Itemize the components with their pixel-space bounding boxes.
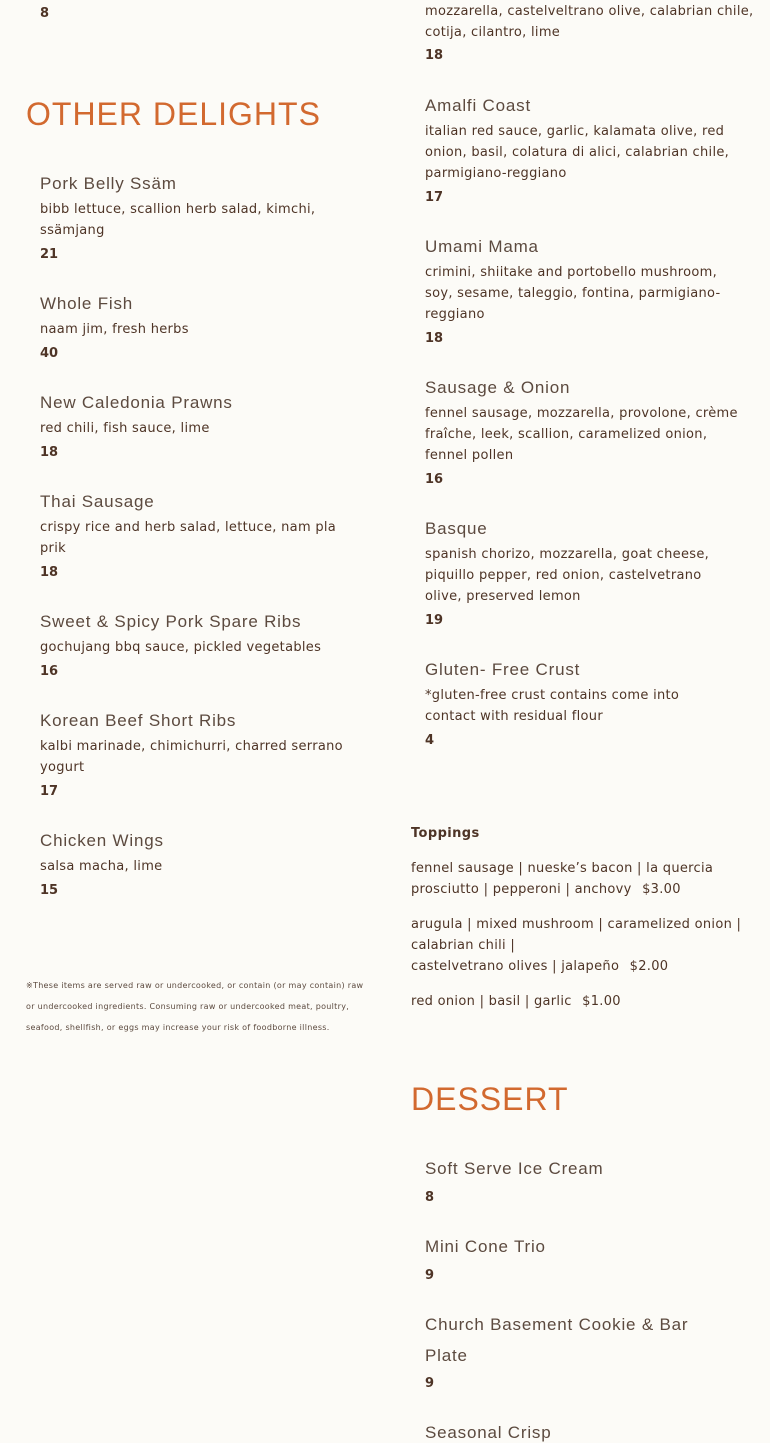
menu-item-price: 16 (40, 664, 59, 679)
menu-item (425, 1237, 745, 1285)
menu-item-price: 18 (40, 565, 59, 580)
menu-item-description: crimini, shiitake and portobello mushroom, soy, sesame, taleggio, fontina, parmigiano-reggiano (425, 265, 721, 322)
menu-item-price: 15 (40, 883, 59, 898)
menu-item-description: naam jim, fresh herbs (40, 322, 189, 337)
toppings-title: Toppings (411, 826, 480, 841)
menu-item (425, 96, 750, 207)
menu-item-description: bibb lettuce, scallion herb salad, kimchi, ssämjang (40, 202, 316, 238)
menu-item-name: Korean Beef Short Ribs (40, 711, 237, 730)
menu-item-price: 8 (425, 1190, 435, 1205)
menu-item-name: Mini Cone Trio (425, 1237, 546, 1256)
section-title-other-delights: OTHER DELIGHTS (26, 96, 321, 132)
menu-item-price: 9 (425, 1376, 435, 1391)
menu-item-description: crispy rice and herb salad, lettuce, nam pla prik (40, 520, 337, 556)
menu-item-price: 21 (40, 247, 59, 262)
menu-item-description: *gluten-free crust contains come into contact with residual flour (425, 688, 680, 724)
menu-item-price: 16 (425, 472, 444, 487)
toppings-section (411, 825, 751, 1012)
menu-item-name: Chicken Wings (40, 831, 164, 850)
menu-item-price: 40 (40, 346, 59, 361)
menu-item-price: 18 (40, 445, 59, 460)
menu-item-name: Thai Sausage (40, 492, 155, 511)
toppings-list: red onion | basil | garlic (411, 994, 572, 1009)
toppings-price: $1.00 (582, 994, 621, 1009)
menu-item (40, 294, 370, 363)
menu-item-description: fennel sausage, mozzarella, provolone, crème fraîche, leek, scallion, caramelized onion, fennel pollen (425, 406, 738, 463)
menu-item-description: kalbi marinade, chimichurri, charred serrano yogurt (40, 739, 343, 775)
toppings-line (411, 914, 751, 977)
section-title-dessert: DESSERT (411, 1081, 569, 1117)
menu-item-description: italian red sauce, garlic, kalamata olive, red onion, basil, colatura di alici, calabrian chile, parmigiano-reggiano (425, 124, 730, 181)
menu-item (40, 174, 370, 264)
menu-item-name: Sausage & Onion (425, 378, 571, 397)
toppings-list: fennel sausage | nueske’s bacon | la quercia prosciutto | pepperoni | anchovy (411, 861, 714, 897)
menu-item (425, 1423, 745, 1443)
menu-item (40, 831, 370, 900)
menu-item-price: 17 (40, 784, 59, 799)
menu-item (425, 660, 725, 750)
menu-item (40, 612, 370, 681)
menu-item-name: Sweet & Spicy Pork Spare Ribs (40, 612, 302, 631)
menu-item (425, 1159, 745, 1207)
prev-pizza-description: mozzarella, castelveltrano olive, calabrian chile, cotija, cilantro, lime (425, 4, 754, 40)
menu-item-price: 9 (425, 1268, 435, 1283)
menu-item-name: Gluten- Free Crust (425, 660, 581, 679)
menu-item (425, 1309, 725, 1393)
menu-item-name: Pork Belly Ssäm (40, 174, 177, 193)
toppings-line (411, 991, 751, 1012)
toppings-list: arugula | mixed mushroom | caramelized onion | calabrian chili | (411, 917, 742, 953)
menu-item-name: Church Basement Cookie & Bar Plate (425, 1315, 689, 1365)
menu-item-price: 17 (425, 190, 444, 205)
menu-item-description: red chili, fish sauce, lime (40, 421, 210, 436)
menu-item (40, 492, 360, 582)
menu-item-price: 19 (425, 613, 444, 628)
prev-pizza-price: 18 (425, 48, 444, 63)
menu-item-name: Seasonal Crisp (425, 1423, 552, 1442)
menu-item-name: New Caledonia Prawns (40, 393, 233, 412)
menu-item-name: Whole Fish (40, 294, 134, 313)
menu-item-name: Soft Serve Ice Cream (425, 1159, 604, 1178)
toppings-price: $3.00 (642, 882, 681, 897)
menu-item (425, 378, 745, 489)
menu-item-name: Umami Mama (425, 237, 539, 256)
menu-item-description: gochujang bbq sauce, pickled vegetables (40, 640, 322, 655)
menu-item-description: salsa macha, lime (40, 859, 163, 874)
menu-item-price: 4 (425, 733, 435, 748)
toppings-price: $2.00 (629, 959, 669, 974)
menu-item (40, 393, 370, 462)
toppings-list: castelvetrano olives | jalapeño (411, 959, 620, 974)
menu-item-price: 18 (425, 331, 444, 346)
menu-item (40, 711, 370, 801)
menu-item (425, 237, 745, 348)
prev-item-price: 8 (40, 6, 50, 21)
menu-item-name: Amalfi Coast (425, 96, 531, 115)
menu-item (425, 519, 735, 630)
menu-item-name: Basque (425, 519, 488, 538)
toppings-line (411, 858, 751, 900)
menu-item-description: spanish chorizo, mozzarella, goat cheese, piquillo pepper, red onion, castelvetrano olive, preserved lemon (425, 547, 710, 604)
raw-food-disclaimer: ※These items are served raw or undercooked, or contain (or may contain) raw or undercooked ingredients. Consuming raw or undercooked meat, poultry, seafood, shellfish, or eggs may increase your risk of foodborne illness. (26, 981, 364, 1032)
